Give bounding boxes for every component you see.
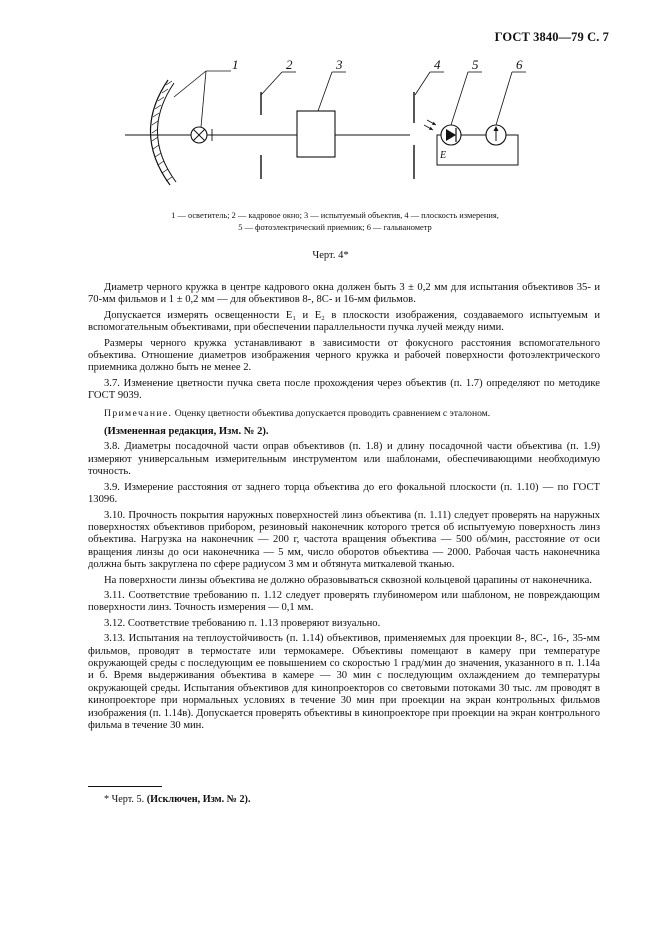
footnote-divider xyxy=(88,786,162,787)
figure-label-1: 1 xyxy=(232,57,239,72)
figure-label-e: E xyxy=(440,150,447,161)
paragraph: 3.13. Испытания на теплоустойчивость (п. 1.14) объективов, применяемых для проекции 8-, 8С-, 16-, 35-мм фильмов, проводят в термостате или термокамере. Объективы помещают в камеру при температуре окружающей среды с последующим ее повышением со скоростью 1 град/мин до значения, указанного в п. 1.14а и б. Время выдерживания объектива в камере — 30 мин с последующим охлаждением до температуры окружающей среды. Испытания объективов для кинопроекторов со световыми потоками 30 тыс. лм проводят в кинопроекторе при нормальных условиях в течение 30 мин при проекции на экран контрольных фильмов изображения (п. 1.14в). Допускается проверять объективы в кинопроекторе при проекции на экран контрольного фильма в течение 30 мин. xyxy=(88,633,600,731)
figure-legend-line-2: 5 — фотоэлектрический приемник; 6 — гальванометр xyxy=(238,223,432,232)
paragraph: 3.10. Прочность покрытия наружных поверхностей линз объектива (п. 1.11) следует проверять на наружных поверхностях объективов прибором, резиновый наконечник которого трется об испытуемую поверхность линз объектива. Нагрузка на наконечник — 200 г, частота вращения объектива — 500 об/мин, расстояние от оси вращения линзы до оси наконечника — 5 мм, число оборотов объектива — 2000. Рабочая часть наконечника должна быть закруглена по сфере радиусом 3 мм и обтянута миткалевой тканью. xyxy=(88,509,600,571)
footnote-bold: (Исключен, Изм. № 2). xyxy=(146,794,251,805)
note-paragraph xyxy=(88,408,600,420)
optical-scheme-figure xyxy=(110,55,540,210)
paragraph: Диаметр черного кружка в центре кадрового окна должен быть 3 ± 0,2 мм для испытания объективов 35- и 70-мм фильмов и 1 ± 0,2 мм — для объективов 8-, 8С- и 16-мм фильмов. xyxy=(88,282,600,306)
figure-label-3: 3 xyxy=(336,57,343,72)
figure-label-2: 2 xyxy=(286,57,293,72)
note-label: Примечание. xyxy=(104,407,173,419)
figure-caption: Черт. 4* xyxy=(312,250,349,261)
paragraph: На поверхности линзы объектива не должно образовываться сквозной кольцевой царапины от наконечника. xyxy=(104,574,592,586)
edit-note: (Измененная редакция, Изм. № 2). xyxy=(104,426,269,438)
paragraph: 3.7. Изменение цветности пучка света после прохождения через объектив (п. 1.7) определяют по методике ГОСТ 9039. xyxy=(88,377,600,402)
paragraph: Размеры черного кружка устанавливают в зависимости от фокусного расстояния вспомогательного объектива. Отношение диаметров изображения черного кружка и рабочей поверхности фотоэлектрического приемника должно быть не менее 2. xyxy=(88,337,600,374)
figure-label-4: 4 xyxy=(434,57,441,72)
paragraph: Допускается измерять освещенности E₁ и E₂ в плоскости изображения, создаваемого испытуемым и вспомогательным объективами, при обеспечении параллельности пучка лучей между ними. xyxy=(88,309,600,334)
figure-label-6: 6 xyxy=(516,57,523,72)
note-text: Оценку цветности объектива допускается проводить сравнением с эталоном. xyxy=(172,407,491,419)
paragraph: 3.9. Измерение расстояния от заднего торца объектива до его фокальной плоскости (п. 1.10) — по ГОСТ 13096. xyxy=(88,481,600,506)
figure-legend-line-1: 1 — осветитель; 2 — кадровое окно; 3 — испытуемый объектив, 4 — плоскость измерения, xyxy=(171,211,499,220)
paragraph: 3.11. Соответствие требованию п. 1.12 следует проверять глубиномером или шаблоном, не повреждающим поверхности линз. Точность измерения — 0,1 мм. xyxy=(88,589,600,614)
footnote xyxy=(104,794,251,805)
footnote-prefix: * Черт. 5. xyxy=(104,794,147,805)
figure-label-5: 5 xyxy=(472,57,479,72)
figure-legend xyxy=(120,210,550,234)
paragraph: 3.8. Диаметры посадочной части оправ объективов (п. 1.8) и длину посадочной части объектива (п. 1.9) измеряют универсальным измерительным инструментом или шаблонами, обеспечивающими необходимую точность. xyxy=(88,441,600,478)
body-text xyxy=(88,282,600,735)
paragraph: 3.12. Соответствие требованию п. 1.13 проверяют визуально. xyxy=(104,617,381,629)
page-header: ГОСТ 3840—79 С. 7 xyxy=(494,30,609,44)
